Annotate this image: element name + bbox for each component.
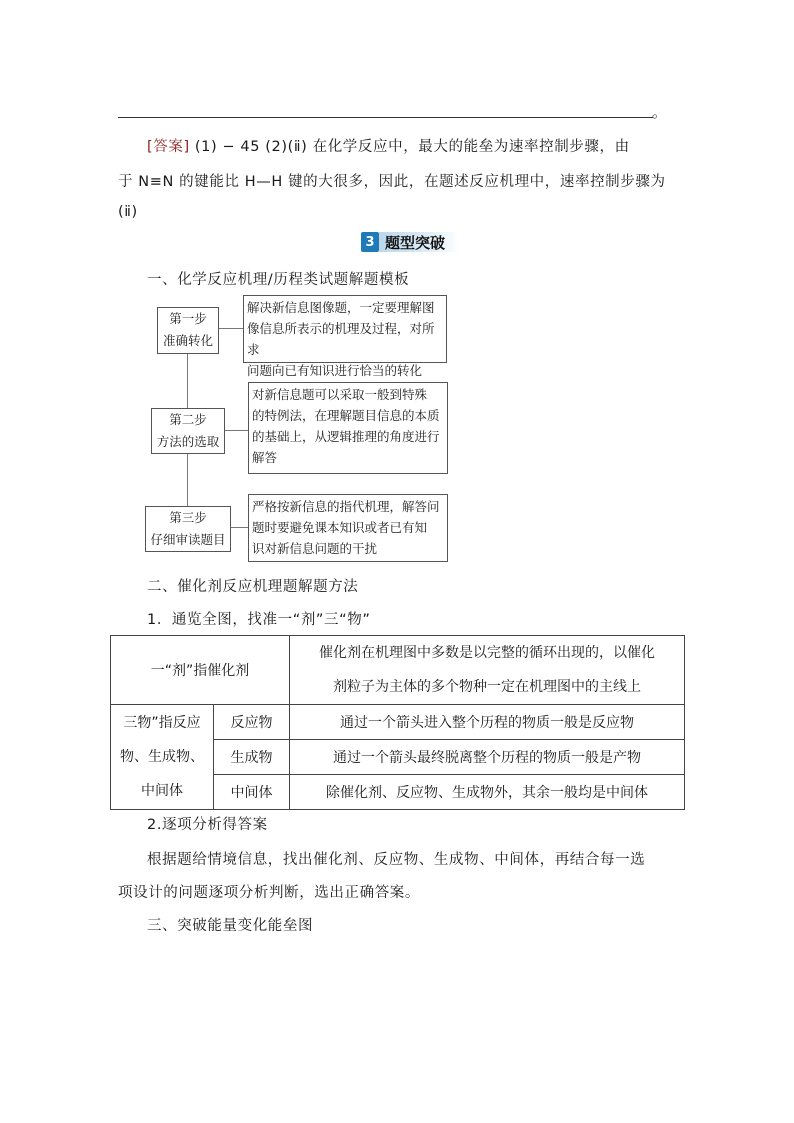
answer-line-1-text: (1) − 45 (2)(ⅱ) 在化学反应中，最大的能垒为速率控制步骤，由 — [189, 139, 630, 155]
flow-connector-1-2 — [187, 352, 188, 408]
substance-desc: 通过一个箭头最终脱离整个历程的物质一般是产物 — [290, 740, 685, 775]
section2-para-line-1: 根据题给情境信息，找出催化剂、反应物、生成物、中间体，再结合每一选 — [147, 852, 646, 868]
step-2-desc-line: 的基础上，从逻辑推理的角度进行 — [252, 429, 440, 444]
step-1-desc-line: 解决新信息图像题，一定要理解图 — [247, 300, 435, 315]
catalyst-desc-line: 催化剂在机理图中多数是以完整的循环出现的，以催化 — [319, 645, 655, 661]
step-3-box — [145, 506, 231, 552]
step-2-desc-line: 的特例法，在理解题目信息的本质 — [252, 408, 440, 423]
step-2-subtitle: 方法的选取 — [156, 434, 220, 449]
section2-sub1: 1．通览全图，找准一“剂”三“物” — [147, 612, 371, 628]
step-3-subtitle: 仔细审读题目 — [150, 532, 226, 547]
table-row — [111, 705, 685, 740]
step-1-title: 第一步 — [169, 311, 207, 326]
substance-name: 中间体 — [214, 775, 290, 810]
step-2-title: 第二步 — [169, 412, 207, 427]
substance-desc: 通过一个箭头进入整个历程的物质一般是反应物 — [290, 705, 685, 740]
badge-number: 3 — [361, 232, 379, 252]
three-label-line: 物、生成物、 — [120, 749, 204, 765]
step-2-box — [151, 408, 225, 454]
table-row — [111, 636, 685, 705]
answer-blank-line — [118, 117, 653, 118]
step-1-subtitle: 准确转化 — [162, 333, 213, 348]
step-3-desc — [248, 494, 448, 562]
step-3-desc-line: 题时要避免课本知识或者已有知 — [252, 520, 428, 535]
step-1-desc — [243, 295, 447, 378]
three-substances-label — [111, 705, 214, 810]
flow-connector-2-3 — [187, 452, 188, 506]
step-2-desc-line: 解答 — [252, 450, 278, 465]
answer-line-2: 于 N≡N 的键能比 H—H 键的大很多，因此，在题述反应机理中，速率控制步骤为 — [118, 174, 666, 190]
catalyst-table — [110, 635, 685, 810]
section3-heading: 三、突破能量变化能垒图 — [147, 918, 314, 934]
section1-heading: 一、化学反应机理/历程类试题解题模板 — [147, 272, 410, 288]
step-1-box — [157, 307, 219, 354]
substance-name: 反应物 — [214, 705, 290, 740]
substance-name: 生成物 — [214, 740, 290, 775]
flow-link-2 — [224, 430, 248, 431]
step-2-desc — [248, 382, 448, 474]
section2-heading: 二、催化剂反应机理题解题方法 — [147, 579, 359, 595]
step-2-desc-line: 对新信息题可以采取一般到特殊 — [252, 387, 428, 402]
three-label-line: 中间体 — [141, 783, 183, 799]
substance-desc: 除催化剂、反应物、生成物外，其余一般均是中间体 — [290, 775, 685, 810]
step-3-desc-line: 严格按新信息的指代机理，解答问 — [252, 499, 440, 514]
step-3-desc-line: 识对新信息问题的干扰 — [252, 541, 378, 556]
answer-line-3: (ⅱ) — [118, 204, 138, 220]
badge-title: 题型突破 — [379, 232, 459, 252]
three-label-line: 三物”指反应 — [123, 715, 201, 731]
catalyst-desc-cell — [290, 636, 685, 705]
answer-line-1 — [147, 135, 630, 156]
step-1-desc-line: 像信息所表示的机理及过程，对所求 — [247, 321, 435, 357]
flow-link-1 — [218, 328, 243, 329]
answer-tag: [答案] — [147, 139, 190, 155]
catalyst-desc-line: 剂粒子为主体的多个物种一定在机理图中的主线上 — [333, 679, 641, 695]
catalyst-label-cell: 一“剂”指催化剂 — [111, 636, 290, 705]
step-3-title: 第三步 — [169, 510, 207, 525]
section2-sub2: 2.逐项分析得答案 — [147, 817, 268, 833]
section2-para-line-2: 项设计的问题逐项分析判断，选出正确答案。 — [118, 885, 420, 901]
answer-end-mark: 。 — [652, 103, 668, 121]
flow-link-3 — [230, 527, 248, 528]
step-1-desc-line: 问题向已有知识进行恰当的转化 — [247, 363, 423, 378]
section-badge — [361, 231, 459, 253]
